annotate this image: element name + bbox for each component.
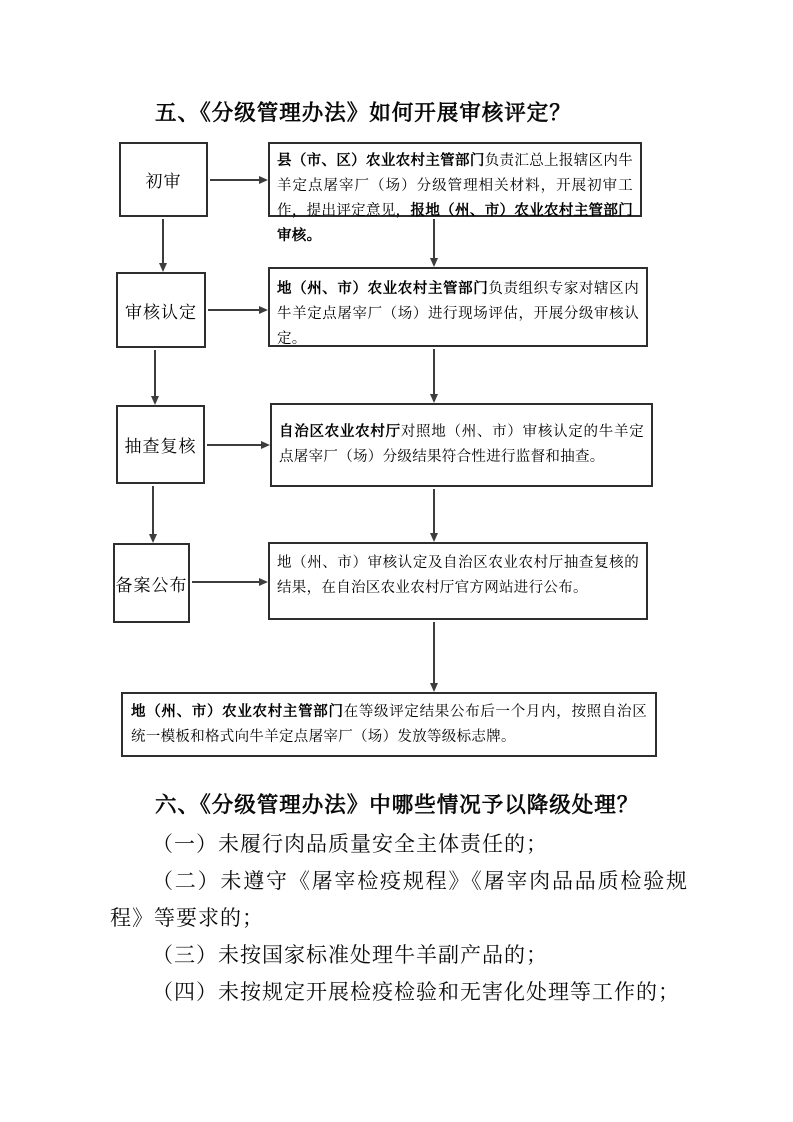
arrow-down-icon xyxy=(430,533,438,542)
arrow-right-icon xyxy=(261,441,270,449)
flow-step4-label-box xyxy=(113,543,190,623)
arrow-down-icon xyxy=(430,683,438,692)
flow-step1-label: 初审 xyxy=(145,172,182,191)
flow-step2-label: 审核认定 xyxy=(125,302,197,322)
arrow-down-icon xyxy=(430,394,438,403)
flow-right-vertical-arrow-2 xyxy=(433,349,435,401)
flow-step3-desc-box xyxy=(270,403,653,487)
arrow-right-icon xyxy=(259,306,268,314)
flow-left-vertical-arrow-2 xyxy=(154,350,156,403)
flow-right-vertical-arrow-1 xyxy=(433,219,435,265)
section6-heading: 六、《分级管理办法》中哪些情况予以降级处理？ xyxy=(155,793,640,817)
flow-step3-horizontal-arrow xyxy=(207,444,268,446)
demotion-item-1: （一）未履行肉品质量安全主体责任的； xyxy=(152,832,548,856)
flow-right-vertical-arrow-4 xyxy=(433,622,435,690)
demotion-item-3: （三）未按国家标准处理牛羊副产品的； xyxy=(152,943,548,967)
flow-left-vertical-arrow-3 xyxy=(152,486,154,541)
section5-heading: 五、《分级管理办法》如何开展审核评定？ xyxy=(155,101,572,125)
arrow-down-icon xyxy=(149,534,157,543)
flow-step2-horizontal-arrow xyxy=(208,309,266,311)
arrow-down-icon xyxy=(430,258,438,267)
flow-step2-label-box xyxy=(116,272,206,348)
flow-step1-desc-box: 县（市、区）农业农村主管部门负责汇总上报辖区内牛羊定点屠宰厂（场）分级管理相关材料，开展初审工作，提出评定意见，报地（州、市）农业农村主管部门审核。 xyxy=(268,142,642,217)
arrow-down-icon xyxy=(151,396,159,405)
demotion-item-2: （二）未遵守《屠宰检疫规程》《屠宰肉品品质检验规程》等要求的； xyxy=(110,869,688,930)
demotion-item-4: （四）未按规定开展检疫检验和无害化处理等工作的； xyxy=(152,980,680,1004)
arrow-right-icon xyxy=(259,578,268,586)
flow-right-vertical-arrow-3 xyxy=(433,489,435,540)
flow-step3-label: 抽查复核 xyxy=(124,437,197,456)
flow-step4-horizontal-arrow xyxy=(192,581,266,583)
flow-left-vertical-arrow-1 xyxy=(162,219,164,270)
flow-step1-horizontal-arrow xyxy=(210,179,266,181)
flow-step3-desc-text: 自治区农业农村厅对照地（州、市）审核认定的牛羊定点屠宰厂（场）分级结果符合性进行监督和抽查。 xyxy=(279,424,644,465)
arrow-down-icon xyxy=(159,263,167,272)
demotion-conditions-list xyxy=(110,826,688,1011)
flow-step1-label-box xyxy=(119,142,208,217)
flow-final-desc-box: 地（州、市）农业农村主管部门在等级评定结果公布后一个月内，按照自治区统一模板和格式向牛羊定点屠宰厂（场）发放等级标志牌。 xyxy=(121,692,657,757)
flow-step3-label-box xyxy=(116,405,205,484)
arrow-right-icon xyxy=(259,176,268,184)
flow-step4-desc-box: 地（州、市）审核认定及自治区农业农村厅抽查复核的结果，在自治区农业农村厅官方网站进行公布。 xyxy=(268,542,648,620)
flow-step2-desc-box: 地（州、市）农业农村主管部门负责组织专家对辖区内牛羊定点屠宰厂（场）进行现场评估，开展分级审核认定。 xyxy=(268,267,648,347)
flow-step4-label: 备案公布 xyxy=(115,575,188,595)
